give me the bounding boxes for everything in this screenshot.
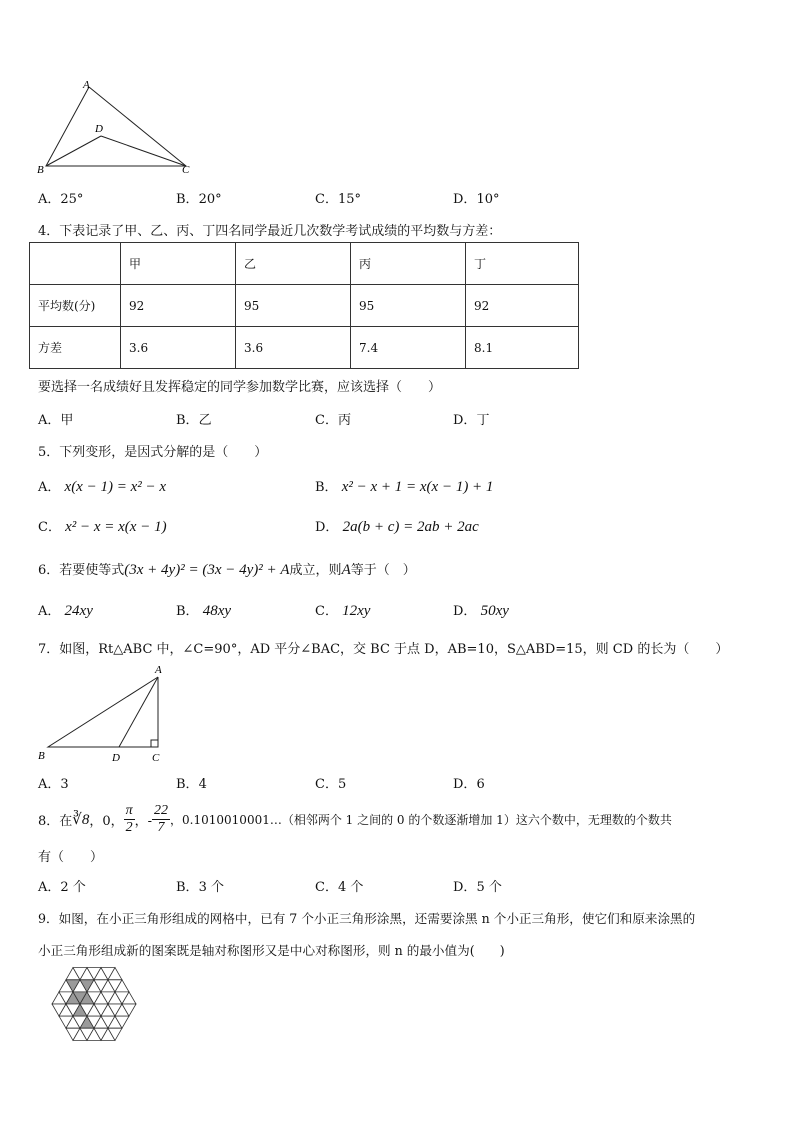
q6-stem: 6．若要使等式(3x + 4y)² = (3x − 4y)² + A成立，则A等于（ ）: [38, 562, 416, 578]
q7-label-b: B: [38, 750, 45, 762]
q7-right-triangle-figure: [34, 660, 174, 766]
table-cell: 7.4: [351, 327, 466, 369]
q6-option-c[interactable]: C． 12xy: [315, 603, 371, 619]
q6-option-d[interactable]: D． 50xy: [453, 603, 509, 619]
q4-option-a[interactable]: A．甲: [38, 413, 74, 428]
table-cell: 95: [236, 285, 351, 327]
q8-option-d[interactable]: D．5 个: [453, 880, 502, 895]
q8-cube-root: ∛8: [72, 811, 90, 828]
q7-label-d: D: [112, 752, 120, 764]
q7-option-b[interactable]: B．4: [176, 777, 207, 792]
q6-equation: (3x + 4y)² = (3x − 4y)² + A: [124, 562, 290, 578]
q9-stem-line1: 9．如图，在小正三角形组成的网格中，已有 7 个小正三角形涂黑，还需要涂黑 n 个小正三角形，使它们和原来涂黑的: [38, 911, 696, 926]
q4-option-d[interactable]: D．丁: [453, 413, 490, 428]
q5-option-a[interactable]: A． x(x − 1) = x² − x: [38, 479, 167, 495]
q8-22-over-7: $\frac{22}{7}$: [154, 802, 169, 835]
table-cell: 95: [351, 285, 466, 327]
table-cell: 92: [466, 285, 579, 327]
q3-option-c[interactable]: C．15°: [315, 192, 361, 207]
q8-pi-over-2: $\frac{\pi}{2}$: [125, 802, 133, 835]
q4-stem: 4．下表记录了甲、乙、丙、丁四名同学最近几次数学考试成绩的平均数与方差：: [38, 224, 502, 239]
table-cell: 8.1: [466, 327, 579, 369]
table-cell: 3.6: [236, 327, 351, 369]
table-row: [30, 327, 579, 369]
table-cell: 丙: [351, 243, 466, 285]
q8-option-c[interactable]: C．4 个: [315, 880, 364, 895]
q9-stem-line2: 小正三角形组成新的图案既是轴对称图形又是中心对称图形，则 n 的最小值为( ): [38, 943, 505, 958]
q3-label-b: B: [37, 164, 44, 176]
q7-label-a: A: [155, 664, 162, 676]
table-cell: 92: [121, 285, 236, 327]
q3-option-d[interactable]: D．10°: [453, 192, 500, 207]
q4-option-b[interactable]: B．乙: [176, 413, 212, 428]
table-cell: [30, 243, 121, 285]
q7-option-a[interactable]: A．3: [38, 777, 69, 792]
q5-option-b[interactable]: B． x² − x + 1 = x(x − 1) + 1: [315, 479, 494, 495]
table-cell: 平均数(分): [30, 285, 121, 327]
q8-option-a[interactable]: A．2 个: [38, 880, 86, 895]
q3-label-d: D: [95, 123, 103, 135]
table-row: [30, 285, 579, 327]
q7-option-d[interactable]: D．6: [453, 777, 485, 792]
q7-stem: 7．如图，Rt△ABC 中，∠C=90°，AD 平分∠BAC，交 BC 于点 D，AB=10，S△ABD=15，则 CD 的长为（ ）: [38, 642, 729, 657]
q3-label-c: C: [182, 164, 190, 176]
table-cell: 甲: [121, 243, 236, 285]
q5-option-c[interactable]: C． x² − x = x(x − 1): [38, 519, 167, 535]
q3-label-a: A: [83, 79, 90, 91]
q4-score-table: [29, 242, 579, 369]
q5-option-d[interactable]: D． 2a(b + c) = 2ab + 2ac: [315, 519, 479, 535]
table-cell: 方差: [30, 327, 121, 369]
table-cell: 3.6: [121, 327, 236, 369]
q4-prompt: 要选择一名成绩好且发挥稳定的同学参加数学比赛，应该选择（ ）: [38, 380, 442, 395]
q8-stem: 8．在 ∛8 ，0， $\frac{\pi}{2}$ ，- $\frac{22}{7}$ ，0.1010010001…（相邻两个 1 之间的 0 的个数逐渐增加 1）这六个数中，无理数的个数共: [38, 802, 672, 835]
q6-option-a[interactable]: A． 24xy: [38, 603, 93, 619]
q8-stem-line2: 有（ ）: [38, 850, 104, 865]
table-cell: 丁: [466, 243, 579, 285]
table-row: [30, 243, 579, 285]
q7-option-c[interactable]: C．5: [315, 777, 347, 792]
q4-option-c[interactable]: C．丙: [315, 413, 351, 428]
table-cell: 乙: [236, 243, 351, 285]
q3-option-a[interactable]: A．25°: [38, 192, 84, 207]
q6-option-b[interactable]: B． 48xy: [176, 603, 232, 619]
q3-option-b[interactable]: B．20°: [176, 192, 222, 207]
q8-option-b[interactable]: B．3 个: [176, 880, 224, 895]
triangle-grid: [52, 968, 136, 1041]
q7-label-c: C: [152, 752, 160, 764]
q3-triangle-figure: [34, 78, 204, 178]
q5-stem: 5．下列变形，是因式分解的是（ ）: [38, 445, 268, 460]
q9-triangle-grid-figure: [50, 965, 140, 1043]
